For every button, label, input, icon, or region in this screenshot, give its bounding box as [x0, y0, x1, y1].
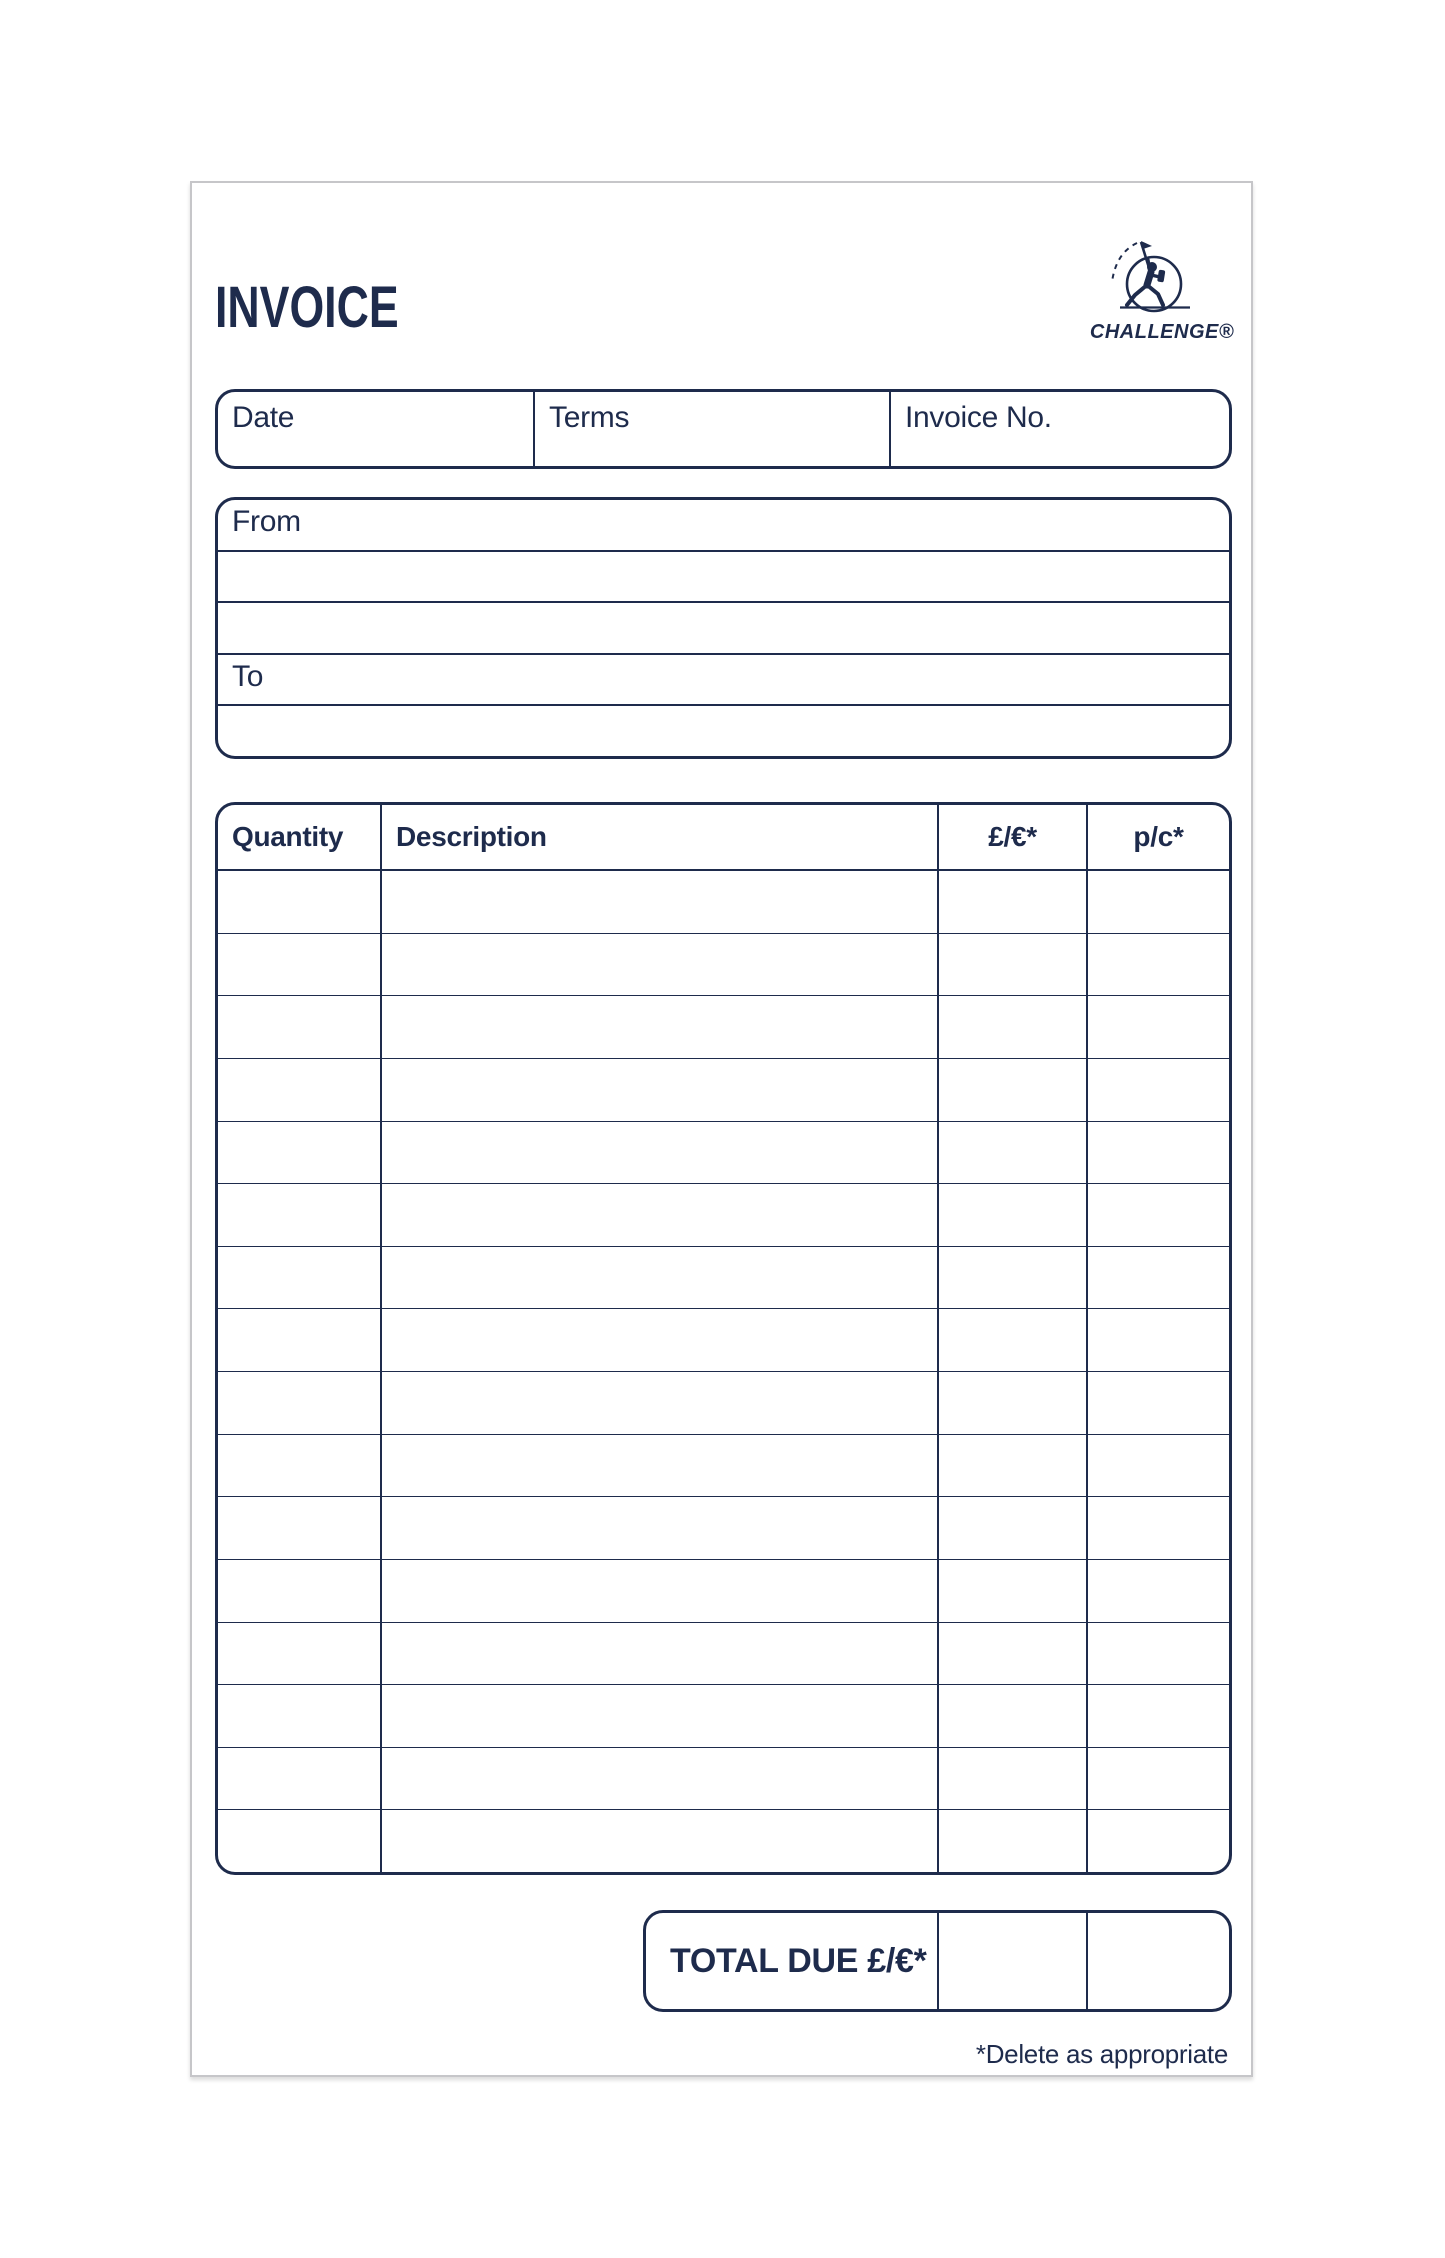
total-due-label: TOTAL DUE £/€* — [646, 1913, 939, 2009]
table-cell-pounds-euros — [939, 1372, 1088, 1434]
from-blank-line — [218, 550, 1229, 602]
date-field — [218, 392, 533, 466]
table-cell-description — [382, 1623, 939, 1685]
table-row — [218, 1684, 1229, 1747]
quantity-column-header: Quantity — [218, 805, 382, 869]
table-cell-pounds-euros — [939, 1810, 1088, 1872]
table-cell-pounds-euros — [939, 1309, 1088, 1371]
table-row — [218, 1434, 1229, 1497]
table-cell-pounds-euros — [939, 1748, 1088, 1810]
invoice-no-label: Invoice No. — [905, 401, 1052, 434]
table-cell-quantity — [218, 1122, 382, 1184]
description-column-header: Description — [382, 805, 939, 869]
table-cell-pounds-euros — [939, 1497, 1088, 1559]
table-cell-pounds-euros — [939, 1184, 1088, 1246]
table-cell-quantity — [218, 1435, 382, 1497]
challenge-athlete-icon — [1082, 227, 1242, 319]
table-row — [218, 995, 1229, 1058]
from-blank-line — [218, 601, 1229, 653]
table-cell-pounds-euros — [939, 996, 1088, 1058]
table-cell-quantity — [218, 1748, 382, 1810]
table-row — [218, 1559, 1229, 1622]
total-due-amount-cell — [939, 1913, 1088, 2009]
table-cell-pounds-euros — [939, 1122, 1088, 1184]
table-cell-pounds-euros — [939, 1059, 1088, 1121]
table-row — [218, 1058, 1229, 1121]
table-row — [218, 1496, 1229, 1559]
table-cell-pence-cents — [1088, 1059, 1229, 1121]
table-cell-description — [382, 1685, 939, 1747]
table-cell-pounds-euros — [939, 1435, 1088, 1497]
brand-name: CHALLENGE® — [1089, 321, 1235, 343]
table-row — [218, 871, 1229, 933]
table-cell-description — [382, 1810, 939, 1872]
address-box — [215, 497, 1232, 759]
table-cell-description — [382, 934, 939, 996]
table-cell-description — [382, 1435, 939, 1497]
table-cell-description — [382, 1059, 939, 1121]
table-cell-quantity — [218, 1810, 382, 1872]
total-due-pence-cell — [1088, 1913, 1229, 2009]
table-cell-pence-cents — [1088, 996, 1229, 1058]
table-cell-description — [382, 1748, 939, 1810]
from-field — [218, 500, 1229, 550]
table-row — [218, 1371, 1229, 1434]
table-cell-pence-cents — [1088, 1372, 1229, 1434]
brand-logo — [1082, 227, 1242, 349]
to-blank-line — [218, 704, 1229, 756]
table-cell-pence-cents — [1088, 1685, 1229, 1747]
table-cell-pence-cents — [1088, 1748, 1229, 1810]
table-row — [218, 1747, 1229, 1810]
table-cell-pence-cents — [1088, 871, 1229, 933]
table-cell-description — [382, 1184, 939, 1246]
pence-cents-column-header: p/c* — [1133, 821, 1184, 852]
terms-label: Terms — [549, 401, 630, 434]
table-cell-pence-cents — [1088, 1122, 1229, 1184]
table-cell-quantity — [218, 1685, 382, 1747]
table-cell-quantity — [218, 1059, 382, 1121]
table-cell-pence-cents — [1088, 1435, 1229, 1497]
table-row — [218, 1121, 1229, 1184]
table-cell-description — [382, 1309, 939, 1371]
invoice-sheet — [190, 181, 1253, 2077]
to-field — [218, 653, 1229, 705]
table-cell-description — [382, 1372, 939, 1434]
table-row — [218, 933, 1229, 996]
table-row — [218, 1809, 1229, 1872]
table-cell-pounds-euros — [939, 1685, 1088, 1747]
date-label: Date — [232, 401, 295, 434]
table-cell-description — [382, 1247, 939, 1309]
table-row — [218, 1246, 1229, 1309]
table-cell-pence-cents — [1088, 1810, 1229, 1872]
table-cell-quantity — [218, 1372, 382, 1434]
table-cell-quantity — [218, 1184, 382, 1246]
table-cell-pence-cents — [1088, 1497, 1229, 1559]
invoice-meta-box — [215, 389, 1232, 469]
to-label: To — [232, 659, 264, 693]
table-cell-description — [382, 1560, 939, 1622]
table-cell-quantity — [218, 1247, 382, 1309]
total-due-box — [643, 1910, 1232, 2012]
table-cell-quantity — [218, 1309, 382, 1371]
table-cell-pounds-euros — [939, 871, 1088, 933]
table-cell-description — [382, 1497, 939, 1559]
table-cell-pounds-euros — [939, 1623, 1088, 1685]
table-cell-quantity — [218, 1497, 382, 1559]
table-row — [218, 1183, 1229, 1246]
table-cell-pence-cents — [1088, 934, 1229, 996]
table-cell-pence-cents — [1088, 1247, 1229, 1309]
table-cell-quantity — [218, 934, 382, 996]
invoice-no-field — [889, 392, 1229, 466]
table-cell-description — [382, 996, 939, 1058]
line-items-body — [218, 871, 1229, 1872]
table-cell-description — [382, 871, 939, 933]
table-cell-description — [382, 1122, 939, 1184]
table-cell-pence-cents — [1088, 1309, 1229, 1371]
table-cell-quantity — [218, 996, 382, 1058]
table-row — [218, 1622, 1229, 1685]
table-cell-quantity — [218, 871, 382, 933]
table-row — [218, 1308, 1229, 1371]
table-cell-pence-cents — [1088, 1184, 1229, 1246]
pounds-euros-column-header: £/€* — [939, 805, 1088, 869]
table-cell-pounds-euros — [939, 1247, 1088, 1309]
table-cell-pence-cents — [1088, 1560, 1229, 1622]
table-cell-pounds-euros — [939, 1560, 1088, 1622]
line-items-table — [215, 802, 1232, 1875]
table-header-row — [218, 805, 1229, 871]
table-cell-pounds-euros — [939, 934, 1088, 996]
page-title: INVOICE — [215, 275, 399, 340]
table-cell-quantity — [218, 1623, 382, 1685]
terms-field — [533, 392, 889, 466]
footnote: *Delete as appropriate — [975, 2039, 1228, 2069]
table-cell-pence-cents — [1088, 1623, 1229, 1685]
table-cell-quantity — [218, 1560, 382, 1622]
from-label: From — [232, 505, 301, 538]
